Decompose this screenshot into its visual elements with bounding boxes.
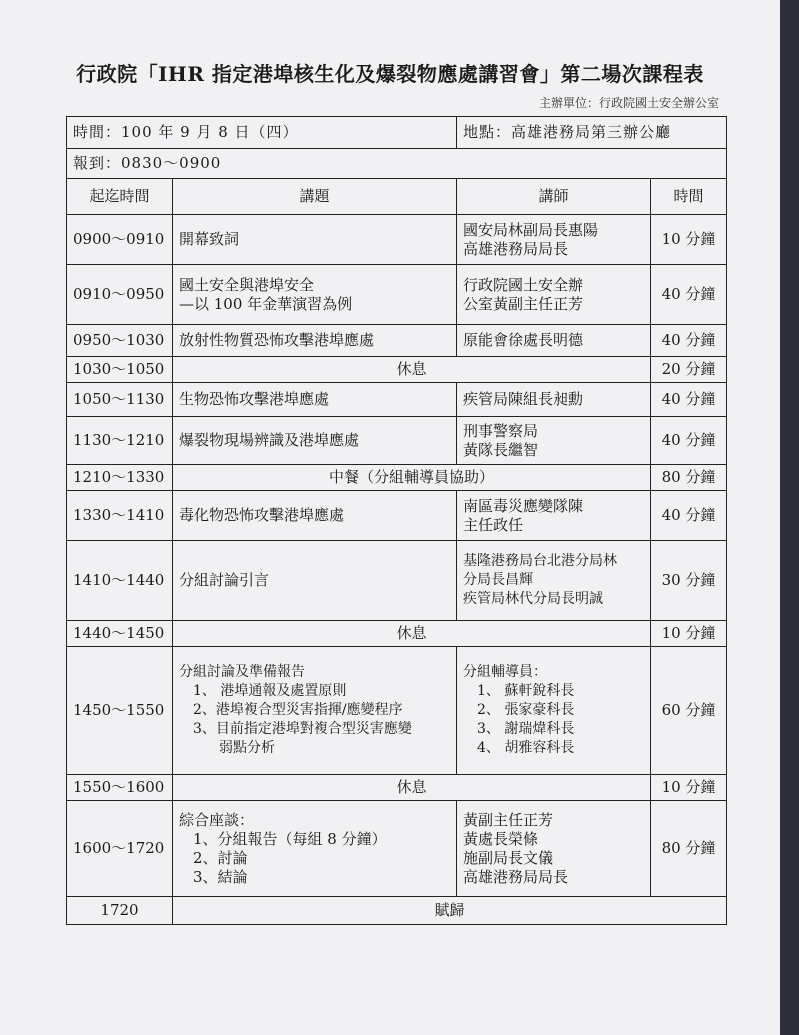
row-speaker xyxy=(457,491,651,541)
row-duration: 40 分鐘 xyxy=(651,325,727,357)
speaker-line: 分局長昌輝 xyxy=(463,572,533,588)
row-time: 1450～1550 xyxy=(67,647,173,775)
speaker-item: 4、 胡雅容科長 xyxy=(477,740,575,756)
header-speaker: 講師 xyxy=(457,179,651,215)
row-duration: 10 分鐘 xyxy=(651,215,727,265)
table-row xyxy=(67,325,727,357)
row-speaker: 疾管局陳組長昶勳 xyxy=(457,383,651,417)
row-closing: 賦歸 xyxy=(173,897,727,925)
topic-item: 3、結論 xyxy=(193,867,248,886)
table-row xyxy=(67,491,727,541)
row-time: 1440～1450 xyxy=(67,621,173,647)
speaker-line: 施副局長文儀 xyxy=(463,848,554,867)
row-duration: 30 分鐘 xyxy=(651,541,727,621)
row-time: 1720 xyxy=(67,897,173,925)
speaker-item: 1、 蘇軒銳科長 xyxy=(477,683,575,699)
topic-item: 1、分組報告（每組 8 分鐘） xyxy=(193,829,387,848)
row-speaker: 原能會徐處長明德 xyxy=(457,325,651,357)
row-duration: 40 分鐘 xyxy=(651,383,727,417)
row-speaker xyxy=(457,647,651,775)
row-time: 1550～1600 xyxy=(67,775,173,801)
table-row xyxy=(67,801,727,897)
row-time: 0900～0910 xyxy=(67,215,173,265)
row-time: 1050～1130 xyxy=(67,383,173,417)
topic-line: 國土安全與港埠安全 xyxy=(179,275,315,294)
table-row xyxy=(67,215,727,265)
row-topic: 放射性物質恐怖攻擊港埠應處 xyxy=(173,325,457,357)
row-speaker xyxy=(457,215,651,265)
row-duration: 40 分鐘 xyxy=(651,491,727,541)
document-title: 行政院「IHR 指定港埠核生化及爆裂物應處講習會」第二場次課程表 xyxy=(76,62,704,86)
table-row xyxy=(67,647,727,775)
row-duration: 20 分鐘 xyxy=(651,357,727,383)
row-time: 1030～1050 xyxy=(67,357,173,383)
header-time-range: 起迄時間 xyxy=(67,179,173,215)
speaker-line: 疾管局林代分局長明誠 xyxy=(463,591,603,607)
row-speaker xyxy=(457,417,651,465)
header-topic: 講題 xyxy=(173,179,457,215)
row-time: 1600～1720 xyxy=(67,801,173,897)
table-row xyxy=(67,417,727,465)
row-duration: 80 分鐘 xyxy=(651,801,727,897)
row-speaker xyxy=(457,541,651,621)
table-row xyxy=(67,265,727,325)
speaker-line: 高雄港務局局長 xyxy=(463,239,569,258)
speaker-line: 刑事警察局 xyxy=(463,421,539,440)
organizer-line: 主辦單位：行政院國土安全辦公室 xyxy=(538,96,719,110)
row-break: 休息 xyxy=(173,357,651,383)
speaker-line: 黃副主任正芳 xyxy=(463,810,554,829)
row-duration: 40 分鐘 xyxy=(651,265,727,325)
row-break: 休息 xyxy=(173,621,651,647)
speaker-line: 黃處長榮條 xyxy=(463,829,539,848)
topic-heading: 綜合座談： xyxy=(179,810,255,829)
row-speaker xyxy=(457,265,651,325)
row-duration: 60 分鐘 xyxy=(651,647,727,775)
table-row xyxy=(67,465,727,491)
speaker-line: 黃隊長繼智 xyxy=(463,440,539,459)
row-speaker xyxy=(457,801,651,897)
row-break: 休息 xyxy=(173,775,651,801)
row-time: 1130～1210 xyxy=(67,417,173,465)
row-topic xyxy=(173,647,457,775)
table-row xyxy=(67,621,727,647)
row-topic xyxy=(173,265,457,325)
event-time: 時間：100 年 9 月 8 日（四） xyxy=(67,117,457,149)
row-time: 1210～1330 xyxy=(67,465,173,491)
row-topic: 分組討論引言 xyxy=(173,541,457,621)
header-duration: 時間 xyxy=(651,179,727,215)
speaker-line: 公室黃副主任正芳 xyxy=(463,294,584,313)
table-row xyxy=(67,775,727,801)
row-topic xyxy=(173,801,457,897)
speaker-line: 行政院國土安全辦 xyxy=(463,275,584,294)
row-duration: 10 分鐘 xyxy=(651,775,727,801)
topic-item: 2、討論 xyxy=(193,848,248,867)
row-time: 0950～1030 xyxy=(67,325,173,357)
topic-line: —以 100 年金華演習為例 xyxy=(179,294,353,313)
topic-item: 1、 港埠通報及處置原則 xyxy=(193,683,347,699)
schedule-table xyxy=(66,116,727,925)
topic-item: 3、目前指定港埠對複合型災害應變 xyxy=(193,721,412,737)
row-time: 1410～1440 xyxy=(67,541,173,621)
speaker-line: 南區毒災應變隊陳 xyxy=(463,496,584,515)
table-row xyxy=(67,383,727,417)
speaker-line: 國安局林副局長惠陽 xyxy=(463,220,599,239)
speaker-line: 高雄港務局局長 xyxy=(463,867,569,886)
speaker-line: 基隆港務局台北港分局林 xyxy=(463,553,617,569)
table-row xyxy=(67,897,727,925)
topic-item: 弱點分析 xyxy=(219,740,275,756)
row-duration: 40 分鐘 xyxy=(651,417,727,465)
row-topic: 爆裂物現場辨識及港埠應處 xyxy=(173,417,457,465)
row-lunch: 中餐（分組輔導員協助） xyxy=(173,465,651,491)
row-topic: 毒化物恐怖攻擊港埠應處 xyxy=(173,491,457,541)
row-duration: 80 分鐘 xyxy=(651,465,727,491)
speaker-item: 2、 張家豪科長 xyxy=(477,702,575,718)
topic-heading: 分組討論及準備報告 xyxy=(179,664,305,680)
table-row xyxy=(67,541,727,621)
speaker-line: 主任政任 xyxy=(463,515,524,534)
speaker-heading: 分組輔導員： xyxy=(463,664,547,680)
topic-item: 2、港埠複合型災害指揮/應變程序 xyxy=(193,702,403,718)
speaker-item: 3、 謝瑞煒科長 xyxy=(477,721,575,737)
row-duration: 10 分鐘 xyxy=(651,621,727,647)
row-time: 0910～0950 xyxy=(67,265,173,325)
scan-edge xyxy=(780,0,799,1035)
row-topic: 生物恐怖攻擊港埠應處 xyxy=(173,383,457,417)
row-time: 1330～1410 xyxy=(67,491,173,541)
checkin-time: 報到：0830～0900 xyxy=(67,149,727,179)
row-topic: 開幕致詞 xyxy=(173,215,457,265)
table-row xyxy=(67,357,727,383)
event-location: 地點：高雄港務局第三辦公廳 xyxy=(457,117,727,149)
